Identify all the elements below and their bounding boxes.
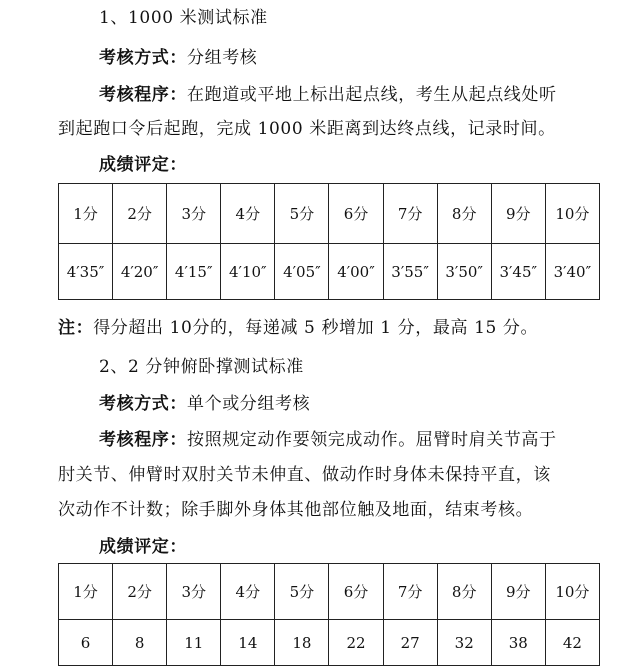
table-cell: 4分	[221, 564, 275, 620]
table-cell: 38	[491, 620, 545, 666]
score-table-pushups	[58, 563, 600, 666]
table-cell: 2分	[113, 564, 167, 620]
section1-note	[58, 318, 538, 338]
section1-method	[99, 48, 257, 68]
section2-procedure-line2: 肘关节、伸臂时双肘关节未伸直、做动作时身体未保持平直，该	[58, 465, 551, 485]
table-row-counts	[59, 620, 600, 666]
method-label: 考核方式：	[99, 48, 187, 68]
procedure-label: 考核程序：	[99, 430, 187, 450]
table-cell: 1分	[59, 564, 113, 620]
procedure-label: 考核程序：	[99, 85, 187, 105]
table-cell: 3′45″	[491, 244, 545, 300]
table-cell: 3′40″	[545, 244, 599, 300]
table-cell: 4′05″	[275, 244, 329, 300]
section2-method	[99, 394, 310, 414]
table-cell: 4′10″	[221, 244, 275, 300]
table-cell: 6分	[329, 184, 383, 244]
section2-procedure-line3: 次动作不计数；除手脚外身体其他部位触及地面，结束考核。	[58, 500, 534, 520]
table-cell: 5分	[275, 184, 329, 244]
table-cell: 3′50″	[437, 244, 491, 300]
table-cell: 8	[113, 620, 167, 666]
section1-heading: 1、1000 米测试标准	[99, 8, 268, 28]
table-cell: 4′35″	[59, 244, 113, 300]
table-cell: 7分	[383, 564, 437, 620]
table-cell: 3′55″	[383, 244, 437, 300]
note-text: 得分超出 10分的，每递减 5 秒增加 1 分，最高 15 分。	[93, 318, 539, 338]
table-cell: 42	[545, 620, 599, 666]
table-cell: 10分	[545, 184, 599, 244]
table-cell: 4′00″	[329, 244, 383, 300]
method-value: 单个或分组考核	[187, 394, 311, 414]
section2-heading: 2、2 分钟俯卧撑测试标准	[99, 357, 304, 377]
table-cell: 6	[59, 620, 113, 666]
score-table-1000m	[58, 183, 600, 300]
table-cell: 4分	[221, 184, 275, 244]
procedure-text: 按照规定动作要领完成动作。屈臂时肩关节高于	[187, 430, 557, 450]
table-cell: 3分	[167, 564, 221, 620]
note-label: 注：	[58, 318, 94, 338]
table-cell: 2分	[113, 184, 167, 244]
section2-score-label: 成绩评定：	[99, 537, 187, 557]
table-cell: 3分	[167, 184, 221, 244]
table-cell: 18	[275, 620, 329, 666]
section1-procedure-line1	[99, 85, 557, 105]
table-cell: 32	[437, 620, 491, 666]
procedure-text: 在跑道或平地上标出起点线，考生从起点线处听	[187, 85, 557, 105]
table-cell: 8分	[437, 184, 491, 244]
table-cell: 9分	[491, 564, 545, 620]
table-cell: 5分	[275, 564, 329, 620]
table-cell: 8分	[437, 564, 491, 620]
table-cell: 11	[167, 620, 221, 666]
table-cell: 4′20″	[113, 244, 167, 300]
table-row-scores	[59, 184, 600, 244]
method-label: 考核方式：	[99, 394, 187, 414]
section1-score-label: 成绩评定：	[99, 155, 187, 175]
table-cell: 9分	[491, 184, 545, 244]
table-cell: 1分	[59, 184, 113, 244]
table-cell: 10分	[545, 564, 599, 620]
table-cell: 22	[329, 620, 383, 666]
table-cell: 14	[221, 620, 275, 666]
table-cell: 7分	[383, 184, 437, 244]
section1-procedure-line2: 到起跑口令后起跑，完成 1000 米距离到达终点线，记录时间。	[58, 119, 556, 139]
table-cell: 4′15″	[167, 244, 221, 300]
method-value: 分组考核	[187, 48, 258, 68]
table-row-scores	[59, 564, 600, 620]
table-cell: 27	[383, 620, 437, 666]
section2-procedure-line1	[99, 430, 557, 450]
table-cell: 6分	[329, 564, 383, 620]
table-row-times	[59, 244, 600, 300]
